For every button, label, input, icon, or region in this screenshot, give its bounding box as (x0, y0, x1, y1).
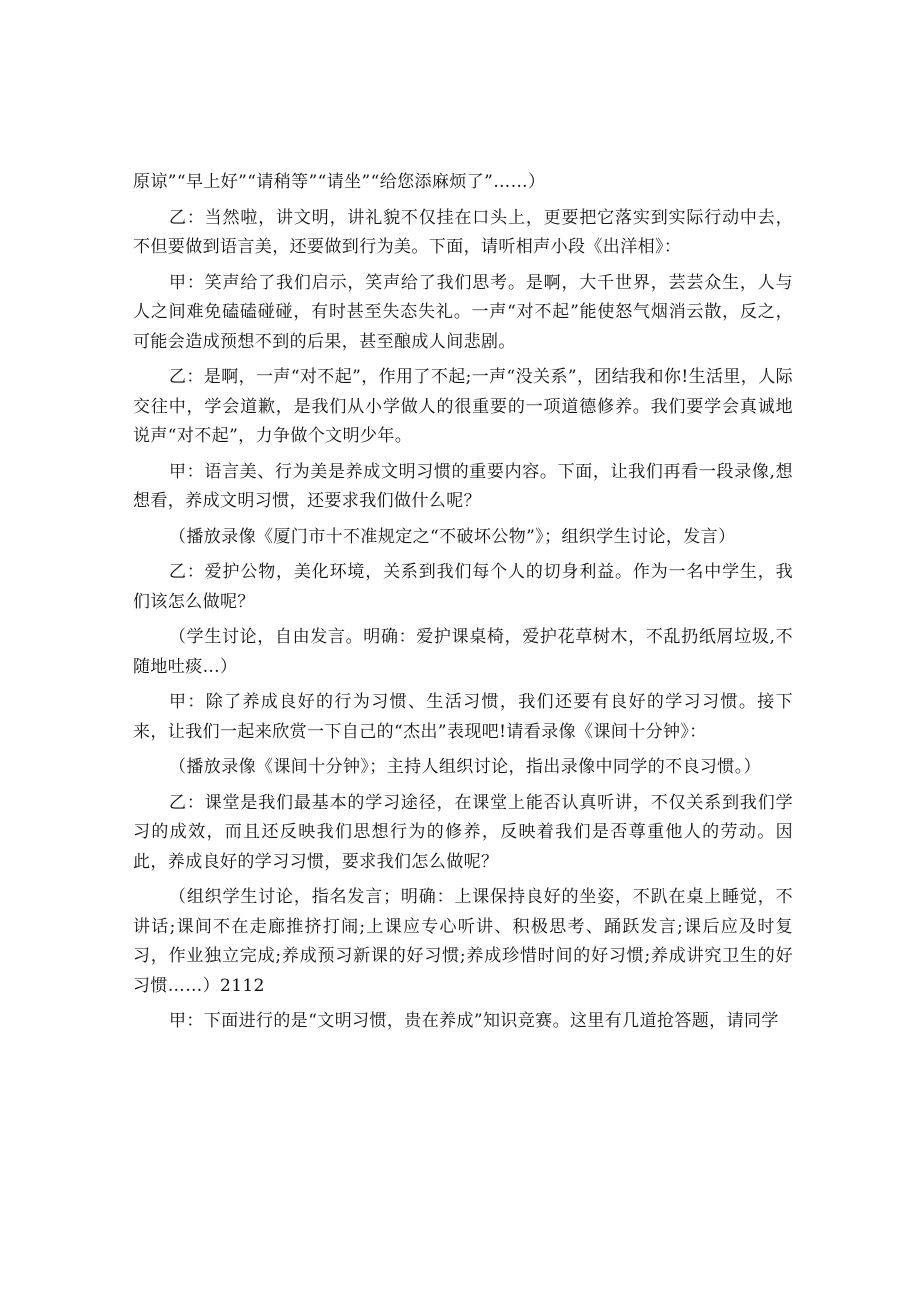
paragraph-yi-public-property: 乙：爱护公物，美化环境，关系到我们每个人的切身利益。作为一名中学生，我们该怎么做呢？ (133, 562, 793, 612)
paragraph-continuation: 原谅”“早上好”“请稍等”“请坐”“给您添麻烦了”……） (133, 172, 546, 192)
paragraph-student-discussion: （学生讨论，自由发言。明确：爱护课桌椅，爱护花草树木，不乱扔纸屑垃圾,不随地吐痰…） (133, 627, 793, 677)
paragraph-jia-study-habits: 甲：除了养成良好的行为习惯、生活习惯，我们还要有良好的学习习惯。接下来，让我们一起来欣赏一下自己的“杰出”表现吧!请看录像《课间十分钟》： (133, 692, 793, 742)
paragraph-yi-civility: 乙：当然啦，讲文明，讲礼貌不仅挂在口头上，更要把它落实到实际行动中去，不但要做到语言美，还要做到行为美。下面，请听相声小段《出洋相》： (133, 207, 793, 257)
paragraph-jia-video: 甲：语言美、行为美是养成文明习惯的重要内容。下面，让我们再看一段录像,想想看，养成文明习惯，还要求我们做什么呢？ (133, 461, 793, 511)
paragraph-jia-laughter: 甲：笑声给了我们启示，笑声给了我们思考。是啊，大千世界，芸芸众生，人与人之间难免磕磕碰碰，有时甚至失态失礼。一声“对不起”能使怒气烟消云散，反之，可能会造成预想不到的后果，甚至酿成人间悲剧。 (133, 272, 793, 352)
paragraph-play-video-public-property: （播放录像《厦门市十不准规定之“不破坏公物”》；组织学生讨论，发言） (169, 526, 736, 547)
paragraph-yi-classroom: 乙：课堂是我们最基本的学习途径，在课堂上能否认真听讲，不仅关系到我们学习的成效，而且还反映我们思想行为的修养，反映着我们是否尊重他人的劳动。因此，养成良好的学习习惯，要求我们怎么做呢？ (133, 792, 793, 872)
document-body (133, 168, 793, 1043)
paragraph-organize-discussion: （组织学生讨论，指名发言；明确：上课保持良好的坐姿，不趴在桌上睡觉，不讲话;课间不在走廊推挤打闹;上课应专心听讲、积极思考、踊跃发言;课后应及时复习，作业独立完成;养成预习新课的好习惯;养成珍惜时间的好习惯;养成讲究卫生的好习惯……）2112 (133, 887, 793, 996)
paragraph-jia-quiz: 甲：下面进行的是“文明习惯，贵在养成”知识竞赛。这里有几道抢答题，请同学 (169, 1011, 779, 1031)
paragraph-play-video-break: （播放录像《课间十分钟》；主持人组织讨论，指出录像中同学的不良习惯。） (169, 757, 761, 777)
paragraph-yi-apology: 乙：是啊，一声“对不起”，作用了不起;一声“没关系”，团结我和你!生活里，人际交往中，学会道歉，是我们从小学做人的很重要的一项道德修养。我们要学会真诚地说声“对不起”，力争做个文明少年。 (133, 367, 793, 446)
